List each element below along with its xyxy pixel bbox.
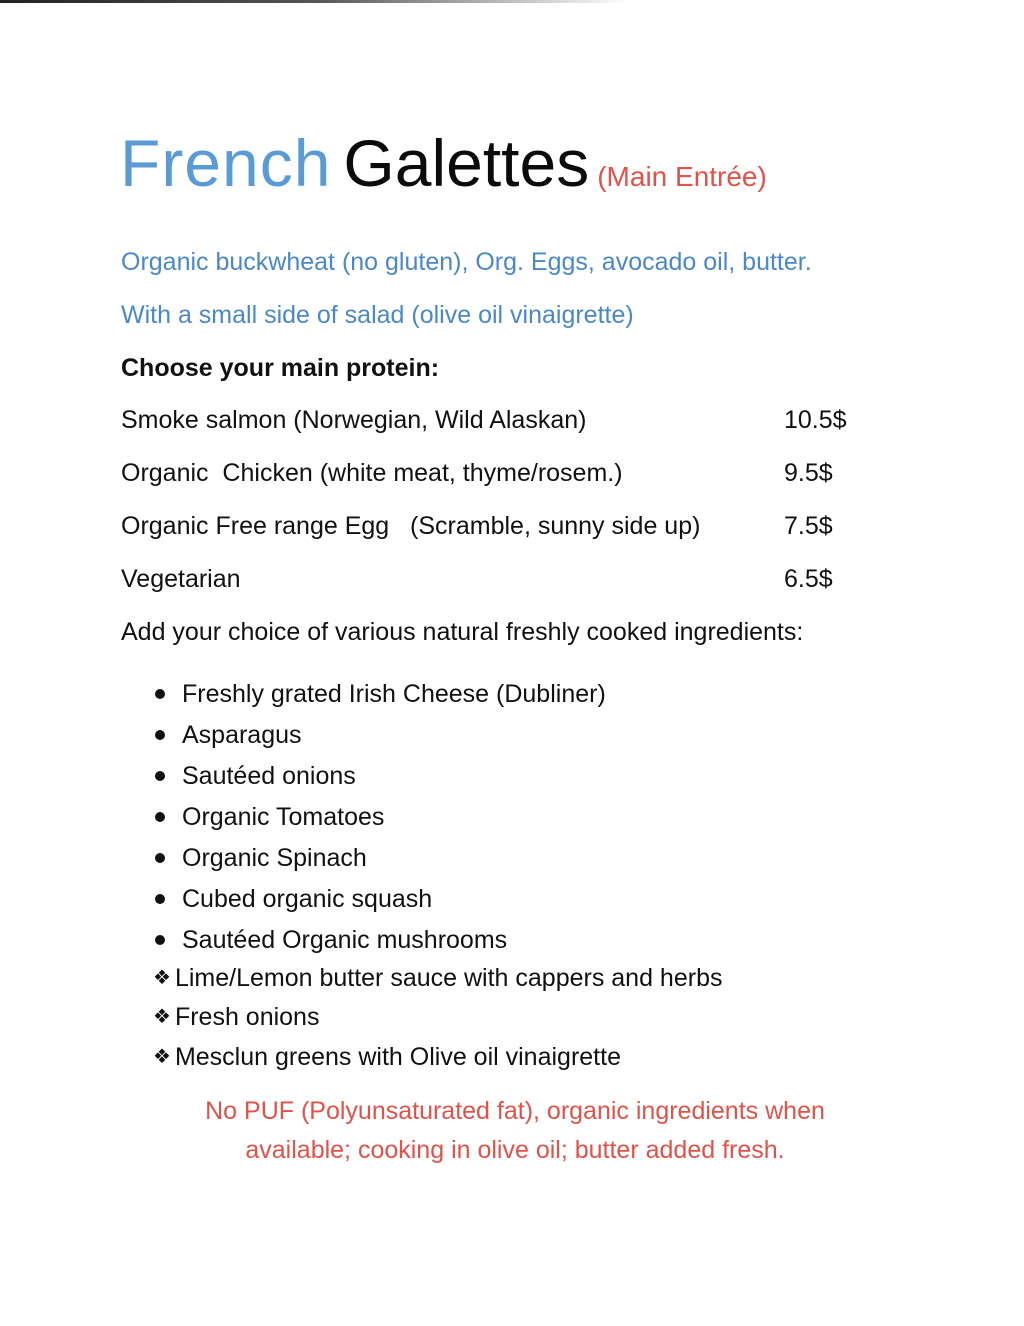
sauces-list <box>153 958 722 1077</box>
protein-name: Organic Free range Egg (Scramble, sunny side up) <box>121 512 701 540</box>
protein-row <box>121 514 861 539</box>
protein-name: Organic Chicken (white meat, thyme/rosem.) <box>121 459 623 487</box>
diamond-bullet-icon: ❖ <box>153 1045 171 1068</box>
protein-row <box>121 461 861 486</box>
protein-row <box>121 567 861 592</box>
list-item: ❖ Fresh onions <box>153 1003 320 1032</box>
protein-price: 10.5$ <box>784 406 847 434</box>
description-line-1: Organic buckwheat (no gluten), Org. Eggs, avocado oil, butter. <box>121 248 812 276</box>
title-galettes: Galettes <box>343 126 590 200</box>
title-french: French <box>120 126 332 200</box>
list-item: Asparagus <box>152 714 606 755</box>
footer-note-line-2: available; cooking in olive oil; butter added fresh. <box>245 1136 785 1164</box>
bullet-icon <box>155 730 165 740</box>
title-subtitle: (Main Entrée) <box>597 161 767 192</box>
ingredients-list <box>152 673 606 960</box>
list-item: ❖ Lime/Lemon butter sauce with cappers and herbs <box>153 963 723 992</box>
list-item: Organic Spinach <box>152 837 606 878</box>
bullet-icon <box>155 853 165 863</box>
footer-note <box>140 1092 890 1170</box>
protein-price: 9.5$ <box>784 459 833 487</box>
bullet-icon <box>155 812 165 822</box>
list-item: ❖ Mesclun greens with Olive oil vinaigrette <box>153 1042 621 1071</box>
bullet-icon <box>155 771 165 781</box>
list-item: Sautéed Organic mushrooms <box>152 919 606 960</box>
protein-row <box>121 408 861 433</box>
protein-name: Vegetarian <box>121 565 241 593</box>
footer-note-line-1: No PUF (Polyunsaturated fat), organic ingredients when <box>205 1097 825 1125</box>
ingredients-heading: Add your choice of various natural freshly cooked ingredients: <box>121 618 804 646</box>
list-item: Freshly grated Irish Cheese (Dubliner) <box>152 673 606 714</box>
protein-heading: Choose your main protein: <box>121 354 440 382</box>
diamond-bullet-icon: ❖ <box>153 966 171 989</box>
list-item: Organic Tomatoes <box>152 796 606 837</box>
protein-name: Smoke salmon (Norwegian, Wild Alaskan) <box>121 406 587 434</box>
protein-price: 6.5$ <box>784 565 833 593</box>
bullet-icon <box>155 894 165 904</box>
menu-title <box>120 126 767 200</box>
protein-price: 7.5$ <box>784 512 833 540</box>
bullet-icon <box>155 689 165 699</box>
diamond-bullet-icon: ❖ <box>153 1006 171 1029</box>
description-line-2: With a small side of salad (olive oil vinaigrette) <box>121 301 634 329</box>
list-item: Cubed organic squash <box>152 878 606 919</box>
list-item: Sautéed onions <box>152 755 606 796</box>
bullet-icon <box>155 935 165 945</box>
